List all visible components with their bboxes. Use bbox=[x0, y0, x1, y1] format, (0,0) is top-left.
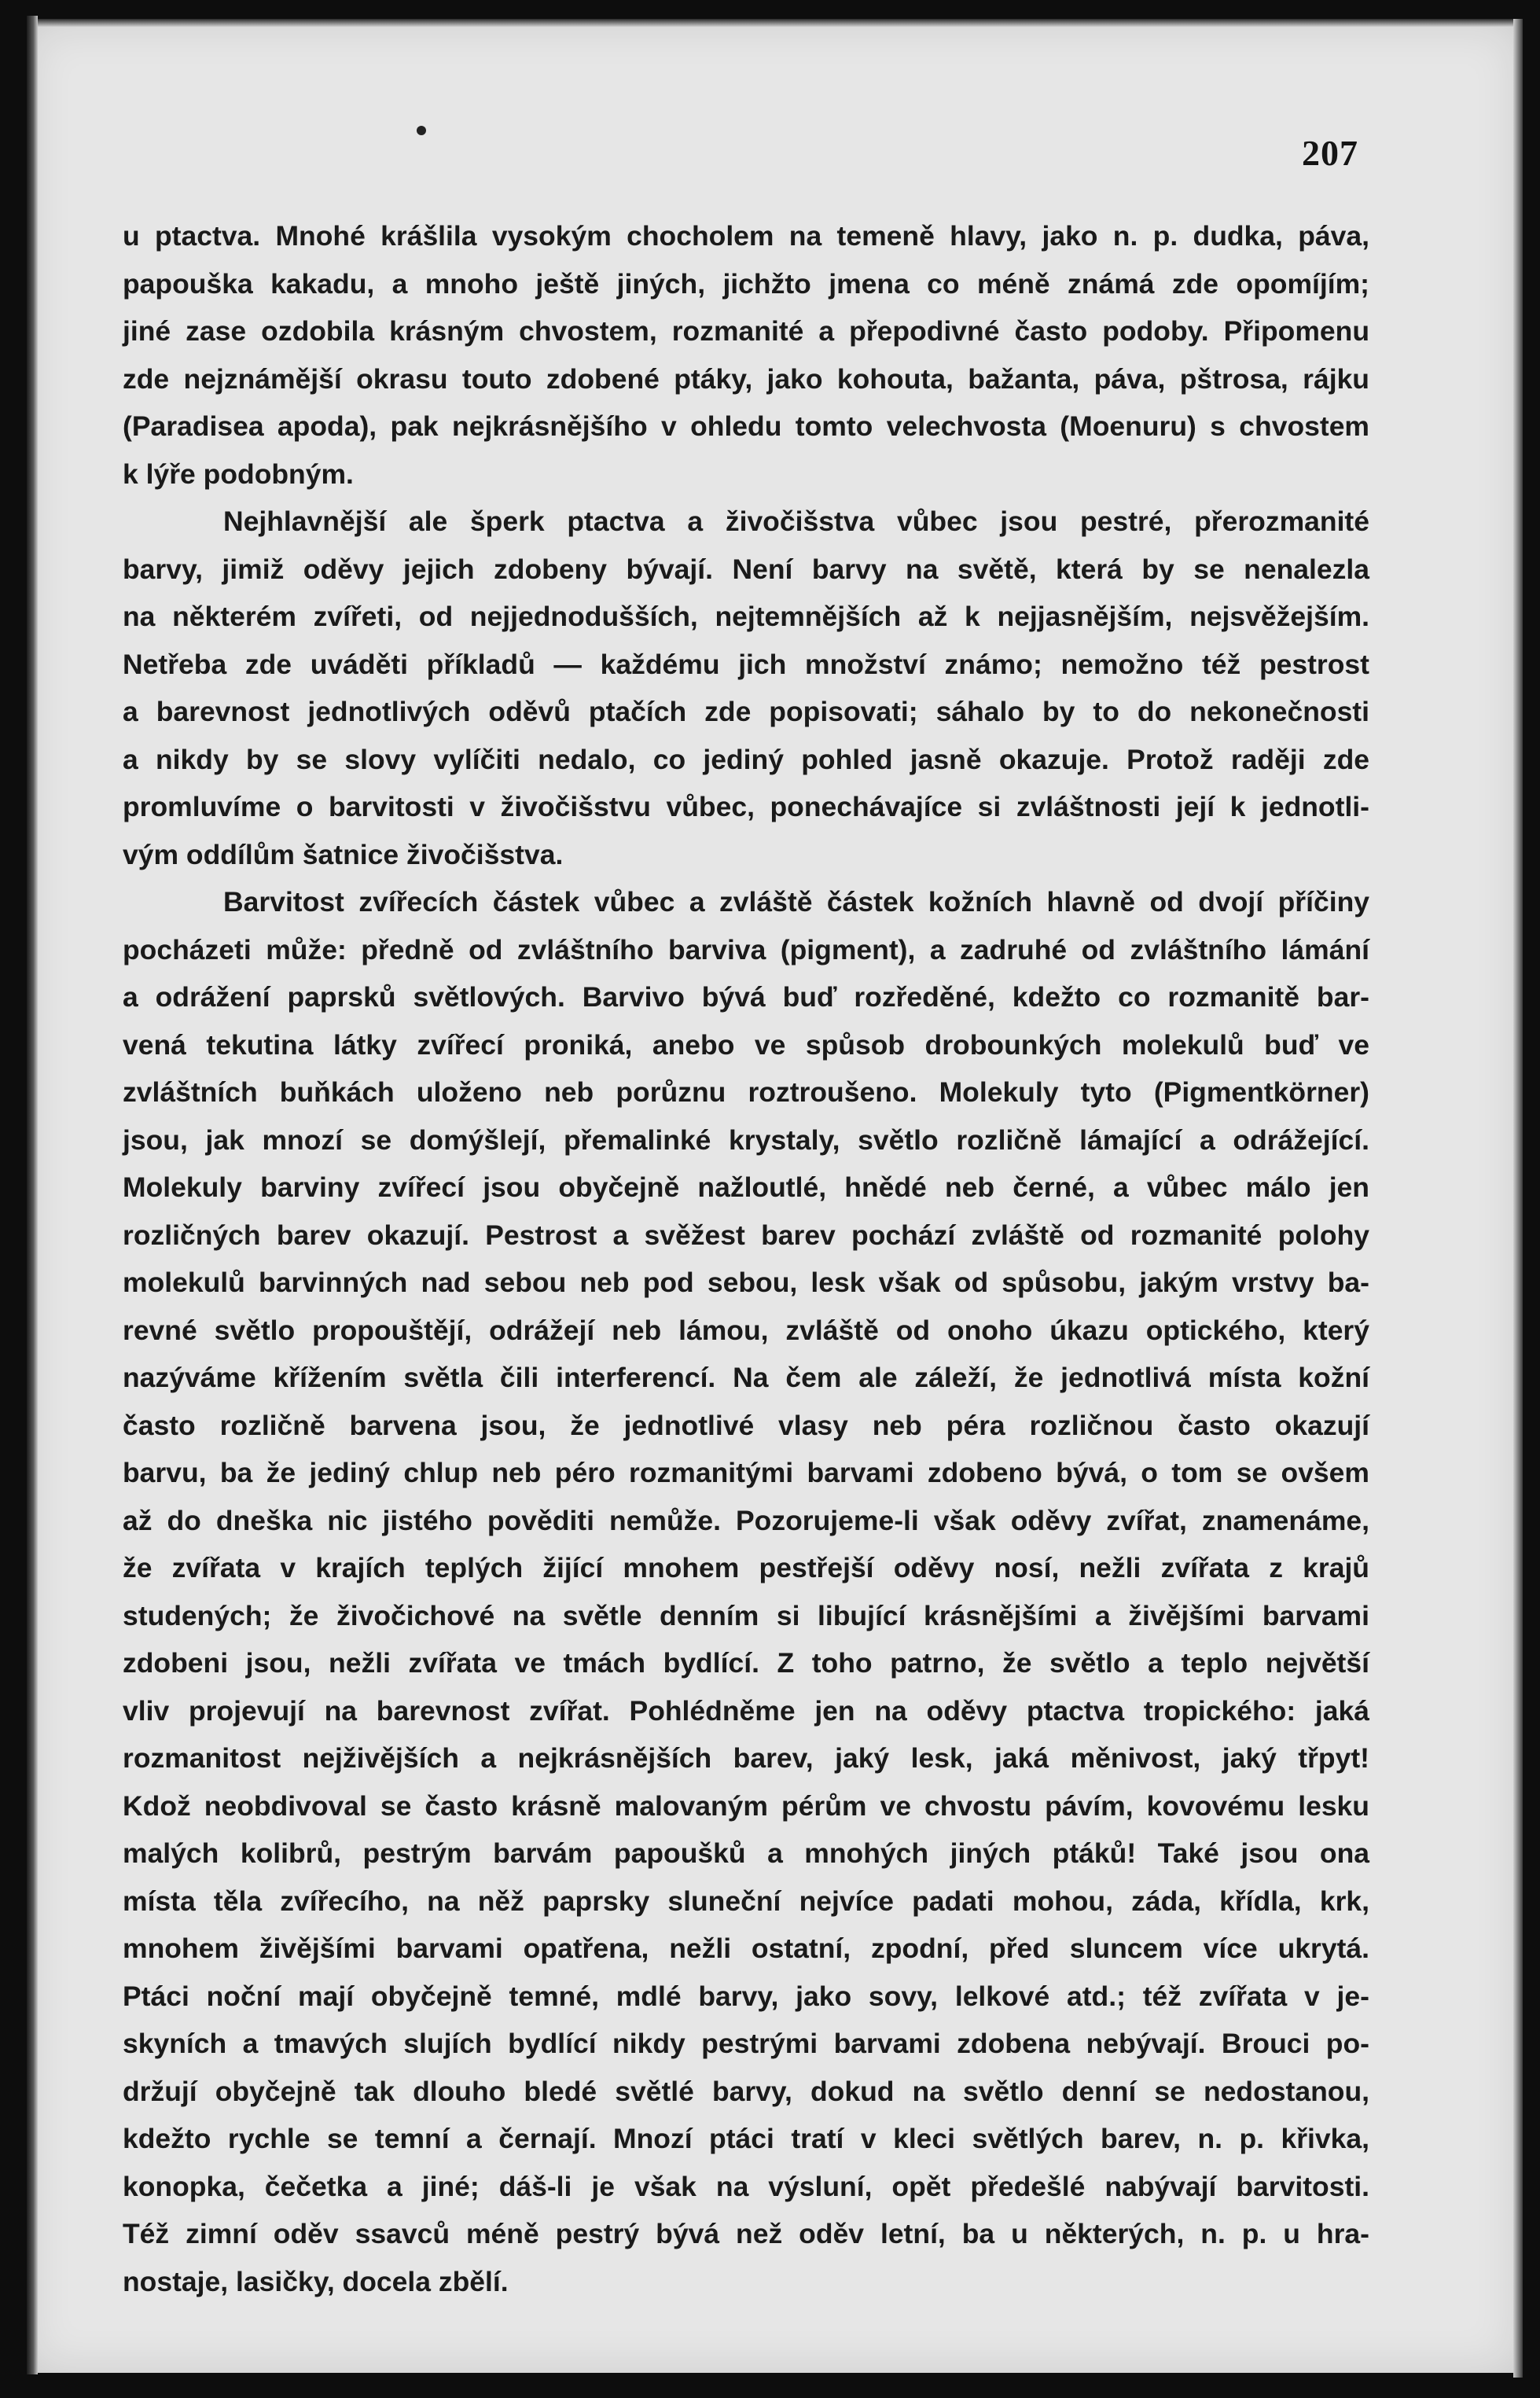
text-line: Netřeba zde uváděti příkladů — každému jich množství známo; nemožno též pestrost bbox=[123, 648, 1369, 680]
text-line: promluvíme o barvitosti v živočišstvu vůbec, ponechávajíce si zvláštnosti její k jednotli- bbox=[123, 791, 1369, 822]
text-line: Též zimní oděv ssavců méně pestrý bývá než oděv letní, ba u některých, n. p. u hra- bbox=[123, 2218, 1369, 2249]
text-line: zdobeni jsou, nežli zvířata ve tmách bydlící. Z toho patrno, že světlo a teplo největší bbox=[123, 1647, 1369, 1679]
text-line: kdežto rychle se temní a černají. Mnozí ptáci tratí v kleci světlých barev, n. p. křivka, bbox=[123, 2123, 1369, 2154]
text-line: vliv projevují na barevnost zvířat. Pohlédněme jen na oděvy ptactva tropického: jaká bbox=[123, 1694, 1369, 1727]
text-line: často rozličně barvena jsou, že jednotlivé vlasy neb péra rozličnou často okazují bbox=[123, 1409, 1369, 1441]
page-top-edge bbox=[27, 19, 1520, 27]
text-line: nazýváme křížením světla čili interferencí. Na čem ale záleží, že jednotlivá místa kožní bbox=[123, 1362, 1369, 1393]
text-line: až do dneška nic jistého pověditi nemůže. Pozorujeme-li však oděvy zvířat, znamenáme, bbox=[123, 1504, 1369, 1536]
text-line: studených; že živočichové na světle denním si libující krásnějšími a živějšími barvami bbox=[123, 1599, 1369, 1631]
text-line: papouška kakadu, a mnoho ještě jiných, jichžto jmena co méně známá zde opomíjím; bbox=[123, 267, 1369, 300]
text-line: konopka, čečetka a jiné; dáš-li je však na výsluní, opět předešlé nabývají barvitosti. bbox=[123, 2170, 1369, 2202]
text-line: u ptactva. Mnohé krášlila vysokým chocholem na temeně hlavy, jako n. p. dudka, páva, bbox=[123, 220, 1369, 252]
text-line: že zvířata v krajích teplých žijící mnohem pestřejší oděvy nosí, nežli zvířata z krajů bbox=[123, 1552, 1369, 1583]
text-line: Molekuly barviny zvířecí jsou obyčejně nažloutlé, hnědé neb černé, a vůbec málo jen bbox=[123, 1171, 1369, 1203]
text-line: jiné zase ozdobila krásným chvostem, rozmanité a přepodivné často podoby. Připomenu bbox=[123, 315, 1369, 347]
text-line: držují obyčejně tak dlouho bledé světlé barvy, dokud na světlo denní se nedostanou, bbox=[123, 2075, 1369, 2107]
text-line: (Paradisea apoda), pak nejkrásnějšího v ohledu tomto velechvosta (Moenuru) s chvostem bbox=[123, 410, 1369, 442]
page-number: 207 bbox=[1302, 133, 1358, 173]
text-line: a nikdy by se slovy vylíčiti nedalo, co jediný pohled jasně okazuje. Protož raději zde bbox=[123, 743, 1369, 775]
text-line: zvláštních buňkách uloženo neb porůznu roztroušeno. Molekuly tyto (Pigmentkörner) bbox=[123, 1076, 1369, 1108]
page-right-edge bbox=[1513, 19, 1523, 2378]
text-line: vená tekutina látky zvířecí proniká, anebo ve spůsob drobounkých molekulů buď ve bbox=[123, 1028, 1369, 1061]
text-line: malých kolibrů, pestrým barvám papoušků a mnohých jiných ptáků! Také jsou ona bbox=[123, 1837, 1369, 1869]
text-line: a barevnost jednotlivých oděvů ptačích zde popisovati; sáhalo by to do nekonečnosti bbox=[123, 696, 1369, 727]
text-line: a odrážení paprsků světlových. Barvivo bývá buď rozředěné, kdežto co rozmanitě bar- bbox=[123, 981, 1369, 1013]
text-line: nostaje, lasičky, docela zbělí. bbox=[123, 2265, 509, 2297]
text-line: mnohem živějšími barvami opatřena, nežli ostatní, zpodní, před sluncem více ukrytá. bbox=[123, 1933, 1369, 1964]
text-line: rozmanitost nejživějších a nejkrásnějších barev, jaký lesk, jaká měnivost, jaký třpyt! bbox=[123, 1742, 1369, 1774]
text-line: Ptáci noční mají obyčejně temné, mdlé barvy, jako sovy, lelkové atd.; též zvířata v je- bbox=[123, 1980, 1369, 2012]
text-line: barvy, jimiž oděvy jejich zdobeny bývají. Není barvy na světě, která by se nenalezla bbox=[123, 553, 1369, 585]
text-line: Kdož neobdivoval se často krásně malovaným pérům ve chvostu pávím, kovovému lesku bbox=[123, 1789, 1369, 1822]
text-line: na některém zvířeti, od nejjednodušších, nejtemnějších až k nejjasnějším, nejsvěžejším. bbox=[123, 601, 1369, 632]
text-line: barvu, ba že jediný chlup neb péro rozmanitými barvami zdobeno bývá, o tom se ovšem bbox=[123, 1457, 1369, 1488]
page-left-edge bbox=[27, 16, 38, 2374]
text-line: revné světlo propouštějí, odrážejí neb lámou, zvláště od onoho úkazu optického, který bbox=[123, 1314, 1369, 1346]
paragraph-start-line: Nejhlavnější ale šperk ptactva a živočišstva vůbec jsou pestré, přerozmanité bbox=[223, 506, 1369, 537]
text-line: pocházeti může: předně od zvláštního barviva (pigment), a zadruhé od zvláštního lámání bbox=[123, 933, 1369, 965]
text-line: skyních a tmavých slujích bydlící nikdy pestrými barvami zdobena nebývají. Brouci po- bbox=[123, 2028, 1369, 2059]
text-line: vým oddílům šatnice živočišstva. bbox=[123, 838, 564, 870]
text-line: molekulů barvinných nad sebou neb pod sebou, lesk však od spůsobu, jakým vrstvy ba- bbox=[123, 1267, 1369, 1298]
paragraph-start-line: Barvitost zvířecích částek vůbec a zvláště částek kožních hlavně od dvojí příčiny bbox=[223, 886, 1369, 918]
body-text bbox=[123, 212, 1369, 2305]
text-line: jsou, jak mnozí se domýšlejí, přemalinké krystaly, světlo rozličně lámající a odrážející. bbox=[123, 1124, 1369, 1156]
text-line: zde nejznámější okrasu touto zdobené ptáky, jako kohouta, bažanta, páva, pštrosa, rájku bbox=[123, 362, 1369, 395]
text-line: k lýře podobným. bbox=[123, 458, 354, 490]
ink-spot bbox=[417, 126, 426, 135]
text-line: rozličných barev okazují. Pestrost a svěžest barev pochází zvláště od rozmanité polohy bbox=[123, 1219, 1369, 1251]
text-line: místa těla zvířecího, na něž paprsky sluneční nejvíce padati mohou, záda, křídla, krk, bbox=[123, 1885, 1369, 1917]
